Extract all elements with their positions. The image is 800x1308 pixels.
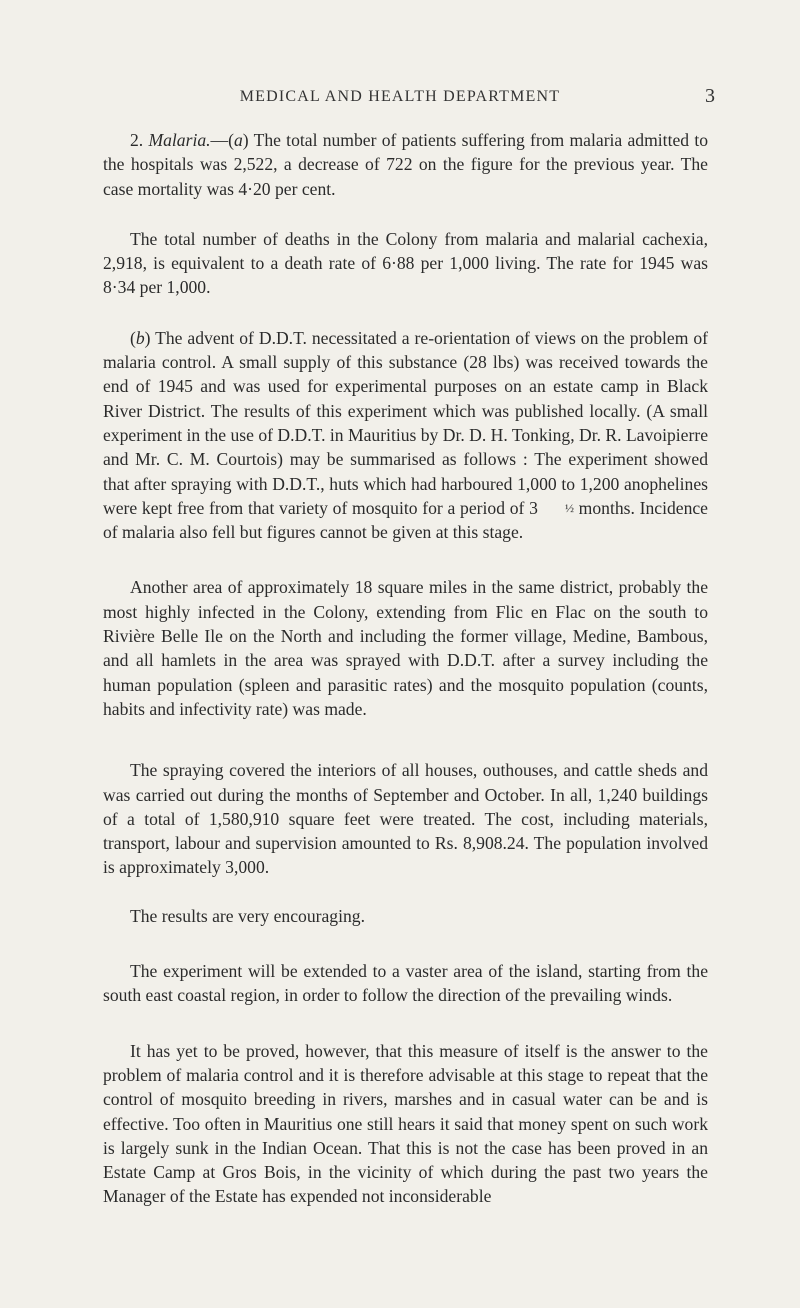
paragraph-text-part-2: months. Incidence of malaria also fell but figures cannot be given at this stage. xyxy=(103,497,708,543)
paragraph-area-sprayed: Another area of approximately 18 square miles in the same district, probably the most highly infected in the Colony, extending from Flic en Flac on the south to Rivière Belle Ile on the North and including the former village, Medine, Bambous, and all hamlets in the area was sprayed with D.D.T. after a survey including the human population (spleen and parasitic rates) and the mosquito population (counts, habits and infectivity rate) was made. xyxy=(103,577,708,719)
paragraph-extension: The experiment will be extended to a vaster area of the island, starting from the south east coastal region, in order to follow the direction of the prevailing winds. xyxy=(103,961,708,1006)
body-text xyxy=(103,128,708,1209)
paragraph-text: ) The total number of patients suffering from malaria admitted to the hospitals was 2,522, a decrease of 722 on the figure for the previous year. The case mortality was 4·20 per cent. xyxy=(103,130,709,199)
running-header-title: MEDICAL AND HEALTH DEPARTMENT xyxy=(239,88,561,105)
subsection-letter-a: a xyxy=(233,130,243,150)
subsection-letter-b: b xyxy=(135,327,145,348)
paragraph-text-part-1: ) The advent of D.D.T. necessitated a re-orientation of views on the problem of malaria control. A small supply of this substance (28 lbs) was received towards the end of 1945 and was used for experimental purposes on an estate camp in Black River District. The results of this experiment which was published locally. (A small experiment in the use of D.D.T. in Mauritius by Dr. D. H. Tonking, Dr. R. Lavoipierre and Mr. C. M. Courtois) may be summarised as follows : The experiment showed that after spraying with D.D.T., huts which had harboured 1,000 to 1,200 anophelines were kept free from that variety of mosquito for a period of 3 xyxy=(103,327,708,518)
paragraph-malaria-a xyxy=(103,128,708,201)
paren-open: ( xyxy=(130,327,136,348)
heading-dash: —( xyxy=(210,130,234,150)
paragraph-control: It has yet to be proved, however, that this measure of itself is the answer to the problem of malaria control and it is therefore advisable at this stage to repeat that the control of mosquito breeding in rivers, marshes and in casual water can be and is effective. Too often in Mauritius one still hears it said that money spent on such work is largely sunk in the Indian Ocean. That this is not the case has been proved in an Estate Camp at Gros Bois, in the vicinity of which during the past two years the Manager of the Estate has expended not inconsiderable xyxy=(103,1040,708,1207)
paragraph-malaria-b xyxy=(103,326,708,545)
section-heading: Malaria. xyxy=(148,130,211,150)
section-number: 2. xyxy=(130,130,149,150)
page-number: 3 xyxy=(705,85,715,107)
fraction-half: ½ xyxy=(564,500,574,515)
paragraph-death-rate: The total number of deaths in the Colony from malaria and malarial cachexia, 2,918, is equivalent to a death rate of 6·88 per 1,000 living. The rate for 1945 was 8·34 per 1,000. xyxy=(103,228,708,298)
running-header xyxy=(0,85,800,112)
paragraph-results: The results are very encouraging. xyxy=(130,905,365,926)
paragraph-spraying-details: The spraying covered the interiors of all houses, outhouses, and cattle sheds and was carried out during the months of September and October. In all, 1,240 buildings of a total of 1,580,910 square feet were treated. The cost, including materials, transport, labour and supervision amounted to Rs. 8,908.24. The population involved is approximately 3,000. xyxy=(103,760,708,878)
